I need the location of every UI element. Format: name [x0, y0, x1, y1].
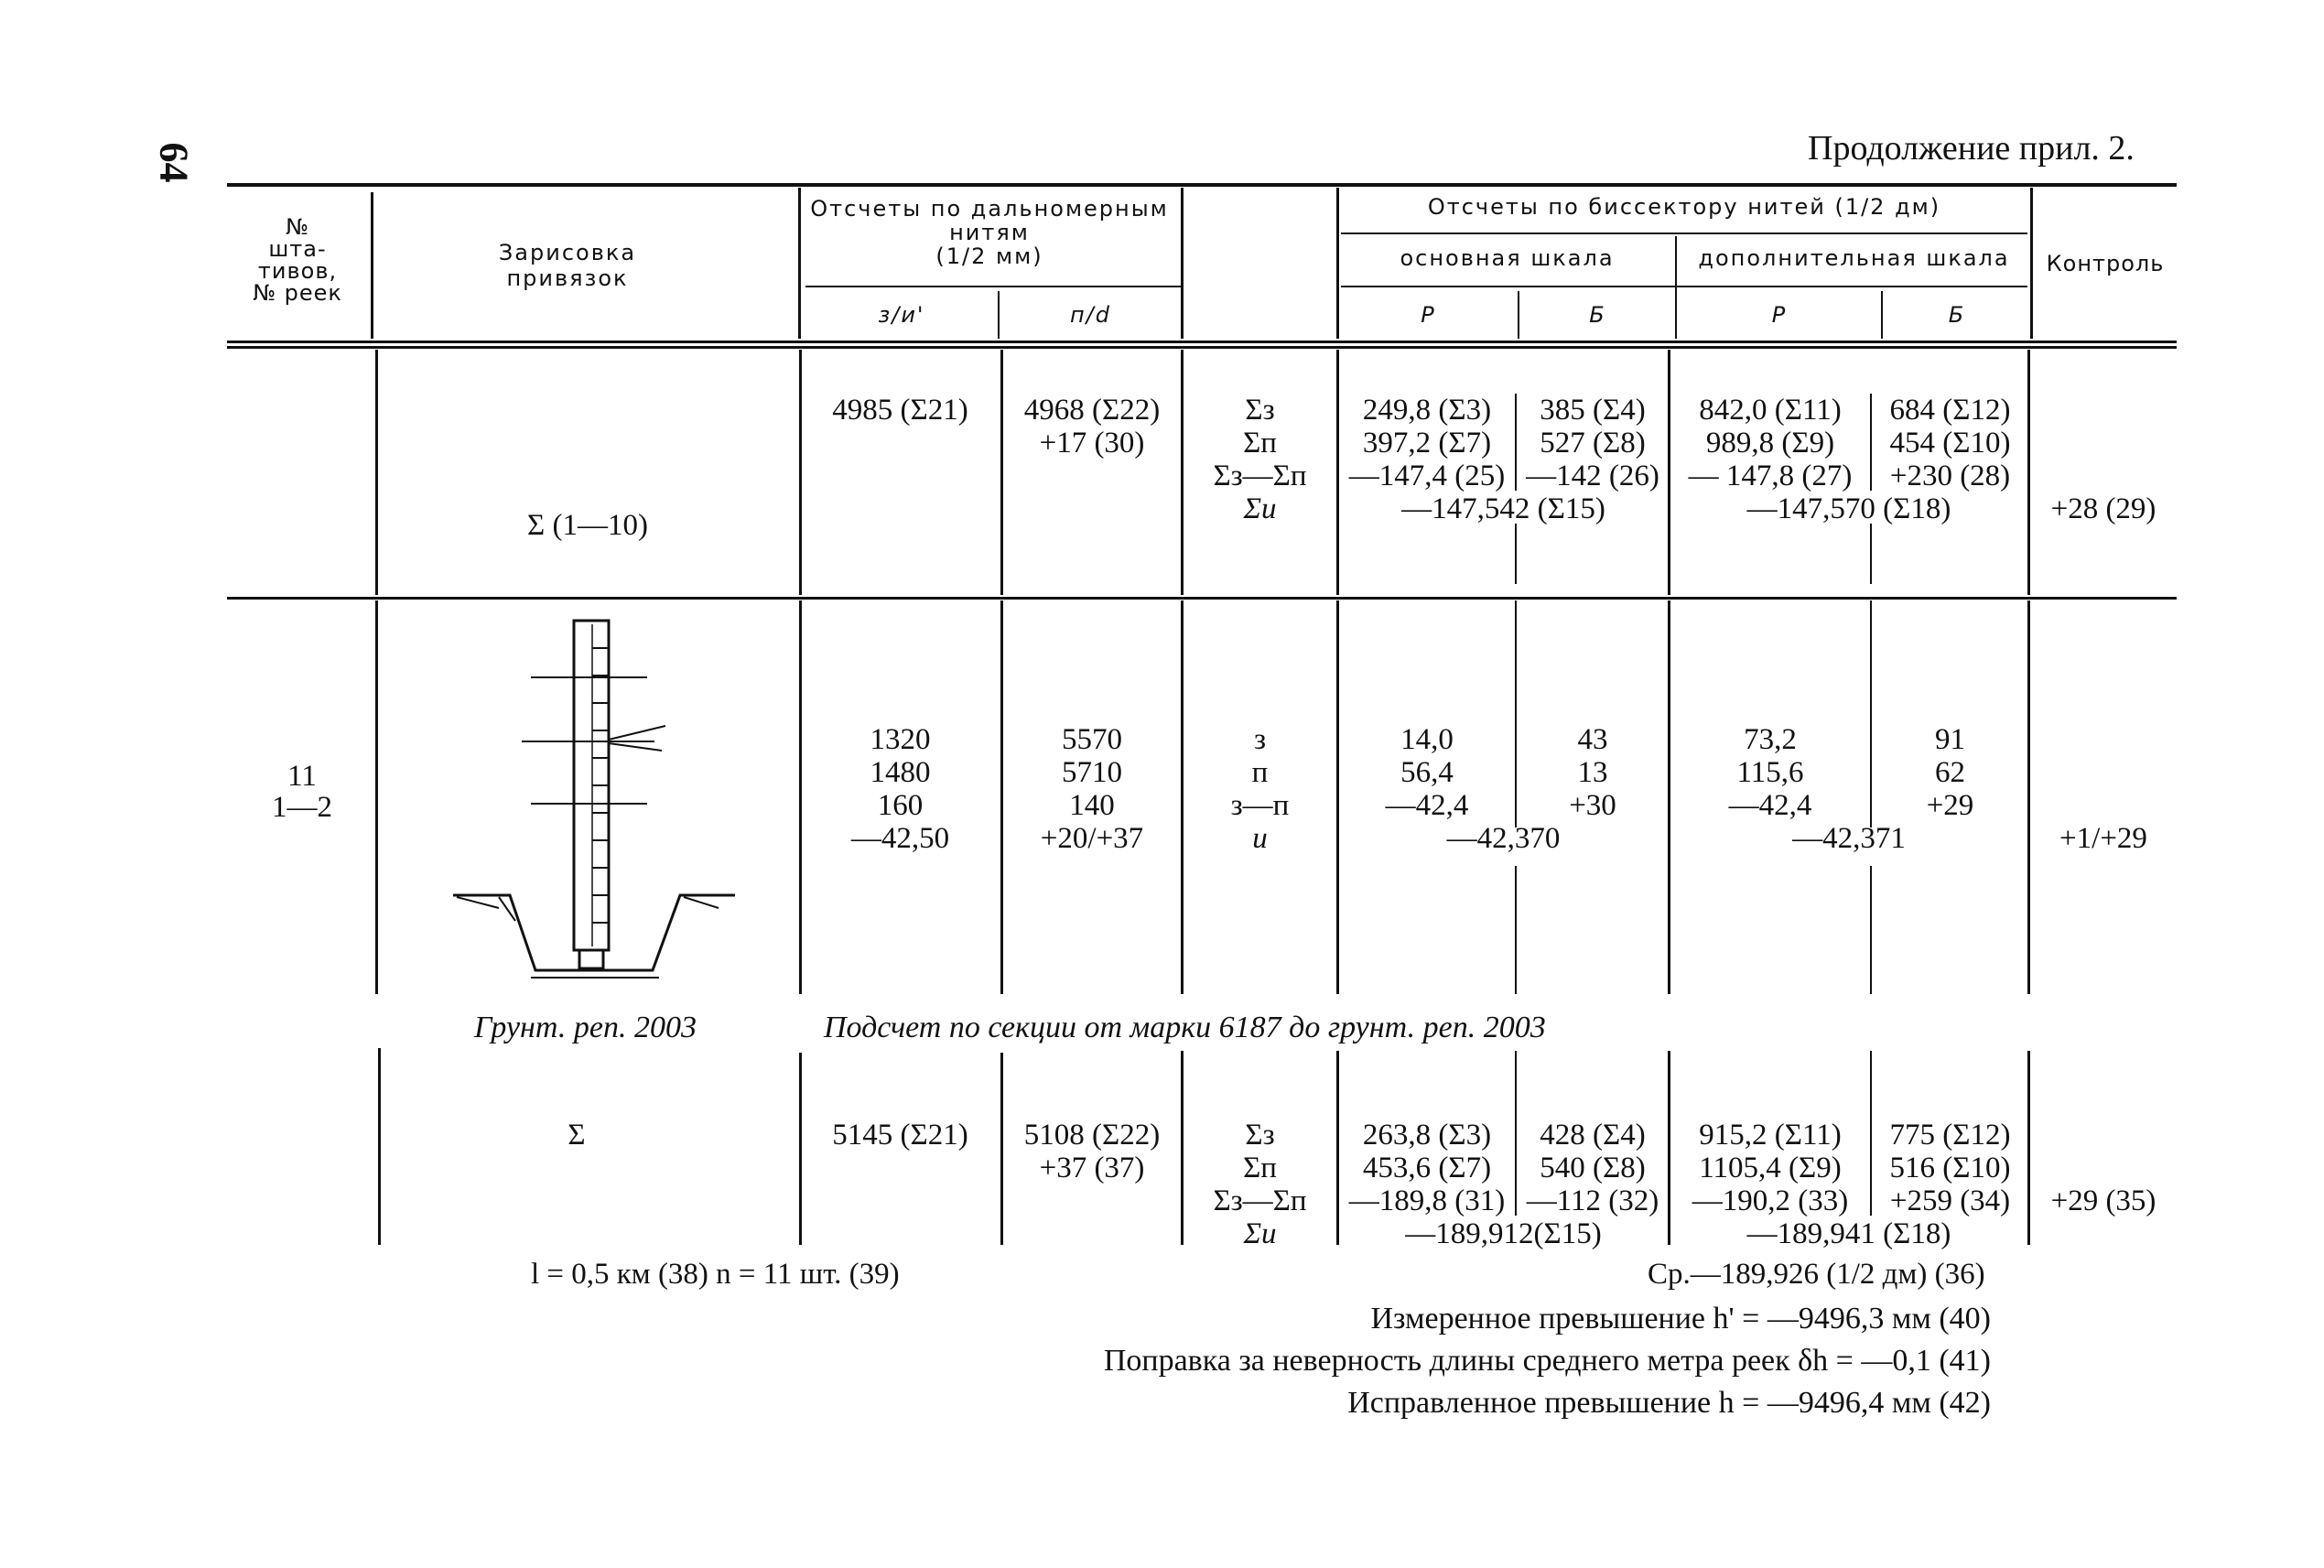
table-top-rule: [227, 183, 2177, 187]
row1-main-B: 385 (Σ4) 527 (Σ8) —142 (26): [1526, 394, 1659, 492]
row1-divider: [375, 350, 378, 595]
row3-main-R: 263,8 (Σ3) 453,6 (Σ7) —189,8 (31): [1348, 1119, 1506, 1217]
row2-divider: [1870, 866, 1872, 994]
row3-main-B: 428 (Σ4) 540 (Σ8) —112 (32): [1526, 1119, 1659, 1217]
header-bottom-rule: [227, 341, 2177, 343]
row3-add-avg: —189,941 (Σ18): [1746, 1217, 1951, 1250]
continuation-note: Продолжение прил. 2.: [1808, 129, 2135, 168]
row1-divider: [2027, 350, 2030, 595]
header-col-control: Контроль: [2046, 251, 2165, 276]
row2-main-R: 14,0 56,4 —42,4: [1385, 723, 1469, 822]
row1-add-R: 842,0 (Σ11) 989,8 (Σ9) — 147,8 (27): [1688, 394, 1853, 492]
header-divider: [371, 192, 373, 339]
row3-range-z: 5145 (Σ21): [832, 1119, 968, 1152]
row2-divider: [1515, 866, 1517, 994]
header-range-p: п/d: [1069, 302, 1111, 328]
header-divider: [1181, 188, 1184, 339]
benchmark-caption: Грунт. реп. 2003: [474, 1011, 697, 1044]
bisector-subheader-rule: [1341, 232, 2027, 234]
row1-add-B: 684 (Σ12) 454 (Σ10) +230 (28): [1889, 394, 2011, 492]
row2-add-R: 73,2 115,6 —42,4: [1728, 723, 1812, 822]
row1-label: Σ (1—10): [527, 509, 648, 542]
row2-add-avg: —42,371: [1792, 822, 1906, 855]
row3-divider: [1870, 1051, 1872, 1216]
row3-divider: [1515, 1051, 1517, 1216]
row1-top-rule: [227, 346, 2177, 349]
row1-divider: [799, 350, 802, 595]
benchmark-sketch: [444, 611, 755, 991]
row2-top-rule: [227, 597, 2177, 600]
range-subheader-rule: [805, 286, 1181, 287]
row1-divider: [1870, 394, 1872, 491]
measured-elevation: Измеренное превышение h' = —9496,3 мм (40): [1370, 1302, 1991, 1336]
row3-control: +29 (35): [2050, 1184, 2156, 1217]
row3-main-avg: —189,912(Σ15): [1405, 1217, 1602, 1250]
row3-label: Σ: [567, 1119, 586, 1152]
row2-range-z: 1320 1480 160 —42,50: [850, 723, 950, 855]
row1-add-avg: —147,570 (Σ18): [1746, 492, 1951, 525]
header-divider: [798, 188, 801, 339]
header-col-range: Отсчеты по дальномерным нитям (1/2 мм): [810, 196, 1169, 269]
row1-divider: [1000, 350, 1003, 595]
header-col-bisector: Отсчеты по биссектору нитей (1/2 дм): [1427, 194, 1941, 220]
station-number: 11: [287, 760, 317, 793]
station-rods: 1—2: [272, 791, 332, 824]
row1-main-avg: —147,542 (Σ15): [1401, 492, 1605, 525]
header-add-scale: дополнительная шкала: [1698, 245, 2010, 271]
mean-note: Ср.—189,926 (1/2 дм) (36): [1648, 1258, 1985, 1291]
row2-divider: [1515, 600, 1517, 827]
row2-add-B: 91 62 +29: [1926, 723, 1974, 822]
row1-control: +28 (29): [2050, 492, 2156, 525]
row2-divider: [1870, 600, 1872, 827]
row2-main-avg: —42,370: [1446, 822, 1561, 855]
header-col-sketch: Зарисовка привязок: [498, 240, 637, 291]
row1-divider: [1870, 524, 1872, 584]
page-number: 64: [151, 142, 197, 183]
row1-divider: [1515, 394, 1517, 491]
row2-range-p: 5570 5710 140 +20/+37: [1040, 723, 1144, 855]
row3-kinds: Σз Σп Σз—Σп Σи: [1213, 1119, 1307, 1250]
header-main-R: Р: [1421, 302, 1436, 328]
leveling-rod: [574, 621, 609, 968]
row1-divider: [1515, 524, 1517, 584]
row3-add-R: 915,2 (Σ11) 1105,4 (Σ9) —190,2 (33): [1692, 1119, 1849, 1217]
header-range-z: з/и': [878, 302, 925, 328]
header-divider: [998, 291, 1000, 339]
row1-kinds: Σз Σп Σз—Σп Σи: [1213, 394, 1307, 525]
ground-trench: [453, 895, 735, 978]
corrected-elevation: Исправленное превышение h = —9496,4 мм (42): [1347, 1386, 1991, 1420]
header-main-scale: основная шкала: [1400, 245, 1615, 271]
header-divider: [2030, 188, 2033, 339]
header-add-B: Б: [1948, 302, 1966, 328]
header-divider: [1518, 291, 1519, 339]
row3-range-p: 5108 (Σ22) +37 (37): [1023, 1119, 1161, 1184]
row1-range-p: 4968 (Σ22) +17 (30): [1023, 394, 1161, 460]
row2-divider: [2027, 600, 2030, 994]
header-main-B: Б: [1589, 302, 1606, 328]
row2-divider: [375, 600, 378, 994]
header-divider: [1675, 236, 1677, 339]
section-caption: Подсчет по секции от марки 6187 до грунт. реп. 2003: [824, 1011, 1546, 1044]
row1-main-R: 249,8 (Σ3) 397,2 (Σ7) —147,4 (25): [1348, 394, 1506, 492]
row1-range-z: 4985 (Σ21): [832, 394, 968, 427]
row3-add-B: 775 (Σ12) 516 (Σ10) +259 (34): [1889, 1119, 2011, 1217]
row2-control: +1/+29: [2059, 822, 2147, 855]
header-add-R: Р: [1771, 302, 1788, 328]
header-divider: [1881, 291, 1883, 339]
row2-kinds: з п з—п и: [1230, 723, 1290, 855]
header-col-number: № шта- тивов, № реек: [253, 214, 342, 306]
row2-main-B: 43 13 +30: [1569, 723, 1616, 822]
scale-subheader-rule: [1341, 286, 2027, 287]
length-count-note: l = 0,5 км (38) n = 11 шт. (39): [531, 1258, 900, 1291]
rod-correction: Поправка за неверность длины среднего метра реек δh = —0,1 (41): [1103, 1344, 1991, 1378]
